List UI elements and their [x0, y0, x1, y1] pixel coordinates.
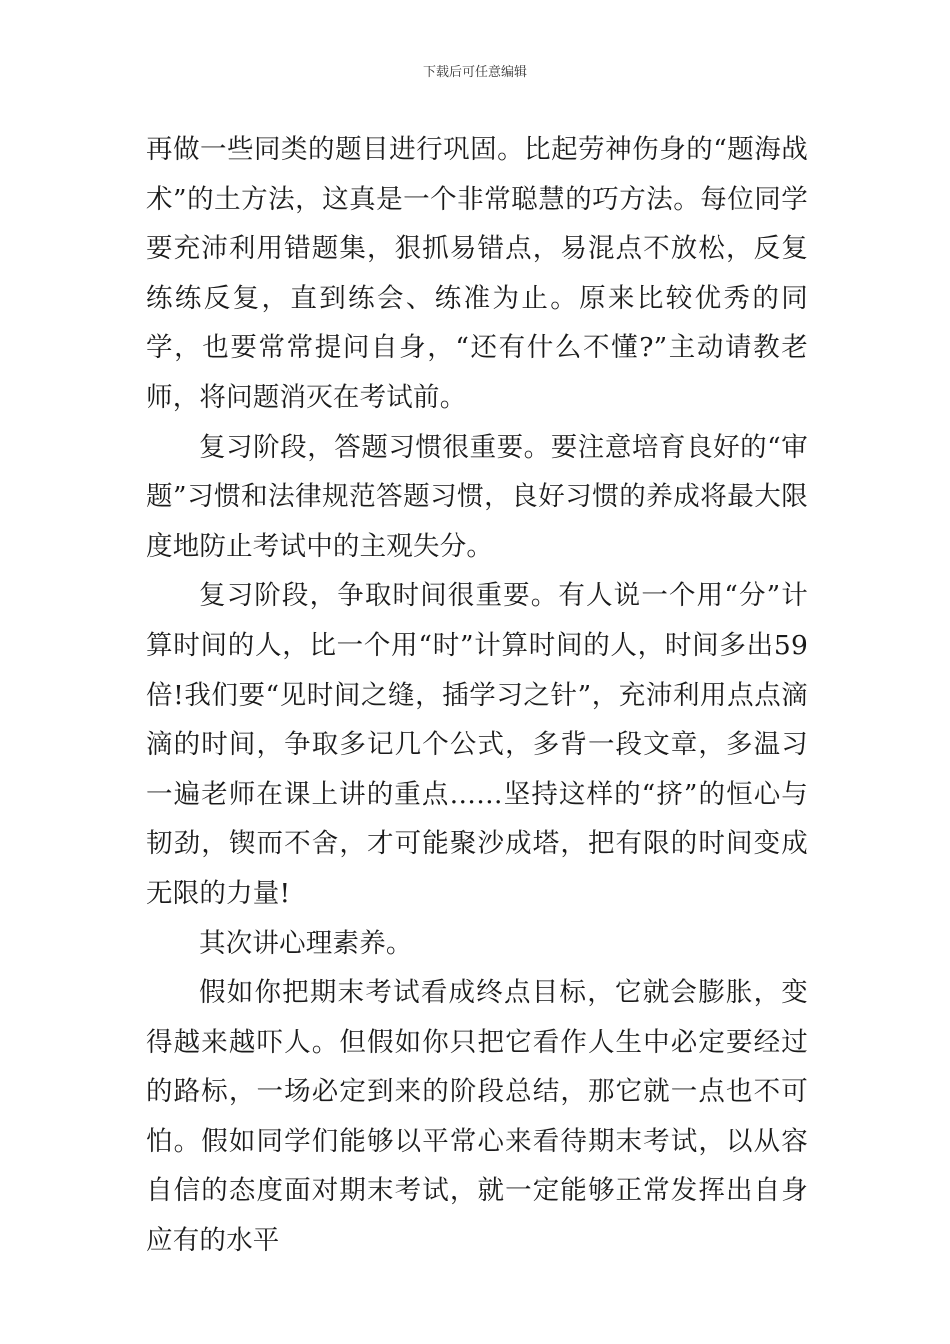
paragraph-4: 其次讲心理素养。 [199, 927, 413, 959]
document-body [146, 125, 808, 1266]
paragraph-5: 假如你把期末考试看成终点目标，它就会膨胀，变得越来越吓人。但假如你只把它看作人生中必定要经过的路标，一场必定到来的阶段总结，那它就一点也不可怕。假如同学们能够以平常心来看待期末考试，以从容自信的态度面对期末考试，就一定能够正常发挥出自身应有的水平 [146, 977, 808, 1257]
paragraph-3: 复习阶段，争取时间很重要。有人说一个用“分”计算时间的人，比一个用“时”计算时间的人，时间多出59倍!我们要“见时间之缝，插学习之针”，充沛利用点点滴滴的时间，争取多记几个公式，多背一段文章，多温习一遍老师在课上讲的重点……坚持这样的“挤”的恒心与韧劲，锲而不舍，才可能聚沙成塔，把有限的时间变成无限的力量! [146, 580, 808, 909]
paragraph-1: 再做一些同类的题目进行巩固。比起劳神伤身的“题海战术”的土方法，这真是一个非常聪慧的巧方法。每位同学要充沛利用错题集，狠抓易错点，易混点不放松，反复练练反复，直到练会、练准为止。原来比较优秀的同学，也要常常提问自身，“还有什么不懂?”主动请教老师，将问题消灭在考试前。 [146, 134, 808, 413]
page-header: 下载后可任意编辑 [422, 65, 527, 80]
paragraph-2: 复习阶段，答题习惯很重要。要注意培育良好的“审题”习惯和法律规范答题习惯，良好习惯的养成将最大限度地防止考试中的主观失分。 [146, 431, 808, 562]
